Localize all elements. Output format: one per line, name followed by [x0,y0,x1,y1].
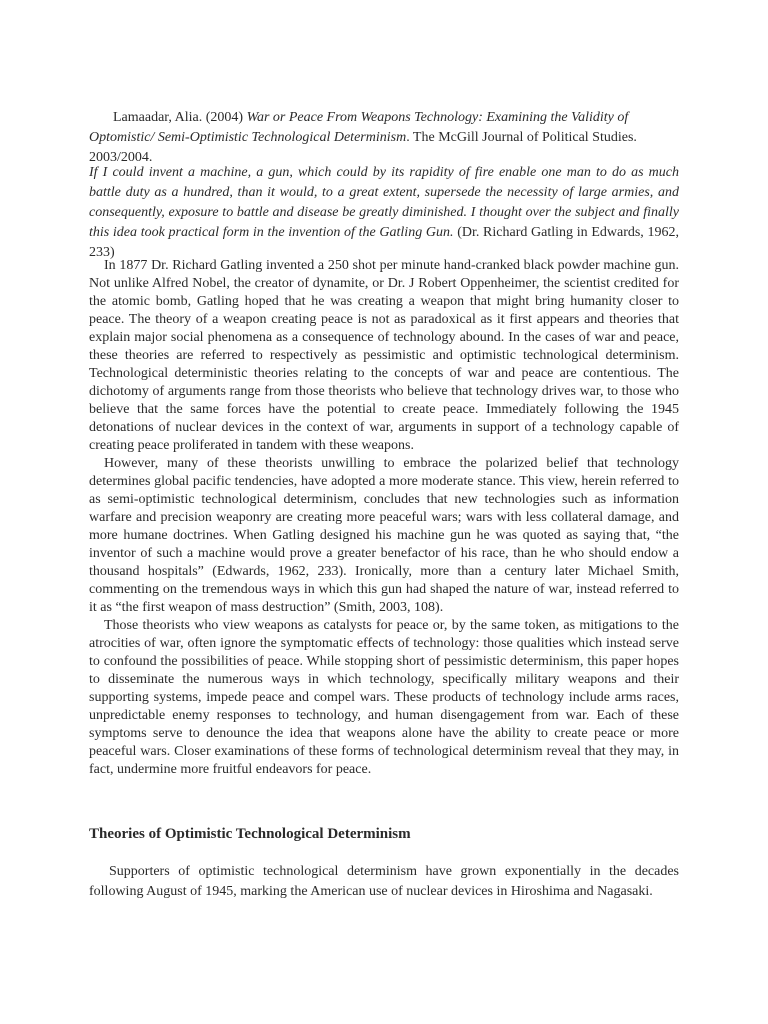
quote-attribution: (Dr. Richard Gatling in Edwards, 1962, 233) [89,225,679,260]
citation-author-year: Lamaadar, Alia. (2004) [113,110,247,125]
quote-text: If I could invent a machine, a gun, which could by its rapidity of fire enable one man to do as much battle duty as a hundred, than it would, to a great extent, supersede the necessity of large armies, and consequently, exposure to battle and disease be greatly diminished. I thought over the subject and finally this idea took practical form in the invention of the Gatling Gun. [89,165,679,240]
paragraph: In 1877 Dr. Richard Gatling invented a 250 shot per minute hand-cranked black powder machine gun. Not unlike Alfred Nobel, the creator of dynamite, or Dr. J Robert Oppenheimer, the scientist credited for the atomic bomb, Gatling hoped that he was creating a weapon that might bring humanity closer to peace. The theory of a weapon creating peace is not as paradoxical as it first appears and theories that explain major social phenomena as a consequence of technology abound. In the cases of war and peace, these theories are referred to respectively as pessimistic and optimistic technological determinism. Technological deterministic theories relating to the concepts of war and peace are contentious. The dichotomy of arguments range from those theorists who believe that technology drives war, to those who believe that the same forces have the potential to create peace. Immediately following the 1945 detonations of nuclear devices in the context of war, arguments in support of a technology capable of creating peace proliferated in tandem with these weapons. [89,258,679,453]
paragraph: However, many of these theorists unwilling to embrace the polarized belief that technology determines global pacific tendencies, have adopted a more moderate stance. This view, herein referred to as semi-optimistic technological determinism, concludes that new technologies such as information warfare and precision weaponry are creating more peaceful wars; wars with less collateral damage, and more humane doctrines. When Gatling designed his machine gun he was quoted as saying that, “the inventor of such a machine would prove a greater benefactor of his race, than he who should endow a thousand hospitals” (Edwards, 1962, 233). Ironically, more than a century later Michael Smith, commenting on the tremendous ways in which this gun had shaped the nature of war, instead referred to it as “the first weapon of mass destruction” (Smith, 2003, 108). [89,456,679,615]
epigraph-quote [89,163,679,263]
citation-title: War or Peace From Weapons Technology: Examining the Validity of Optomistic/ Semi-Optimistic Technological Determinism [89,110,629,145]
paragraph: Supporters of optimistic technological determinism have grown exponentially in the decades following August of 1945, marking the American use of nuclear devices in Hiroshima and Nagasaki. [89,864,679,899]
section-heading: Theories of Optimistic Technological Determinism [89,826,411,842]
paragraph: Those theorists who view weapons as catalysts for peace or, by the same token, as mitigations to the atrocities of war, often ignore the symptomatic effects of technology: those qualities which instead serve to confound the possibilities of peace. While stopping short of pessimistic determinism, this paper hopes to disseminate the numerous ways in which technology, specifically military weapons and their supporting systems, impede peace and compel wars. These products of technology include arms races, unpredictable enemy responses to technology, and human disengagement from war. Each of these symptoms serve to denounce the idea that weapons alone have the ability to create peace or more peaceful wars. Closer examinations of these forms of technological determinism reveal that they may, in fact, undermine more fruitful endeavors for peace. [89,618,679,777]
citation-source: . The McGill Journal of Political Studies. 2003/2004. [89,130,637,165]
body-text [89,257,679,779]
citation [89,108,679,168]
